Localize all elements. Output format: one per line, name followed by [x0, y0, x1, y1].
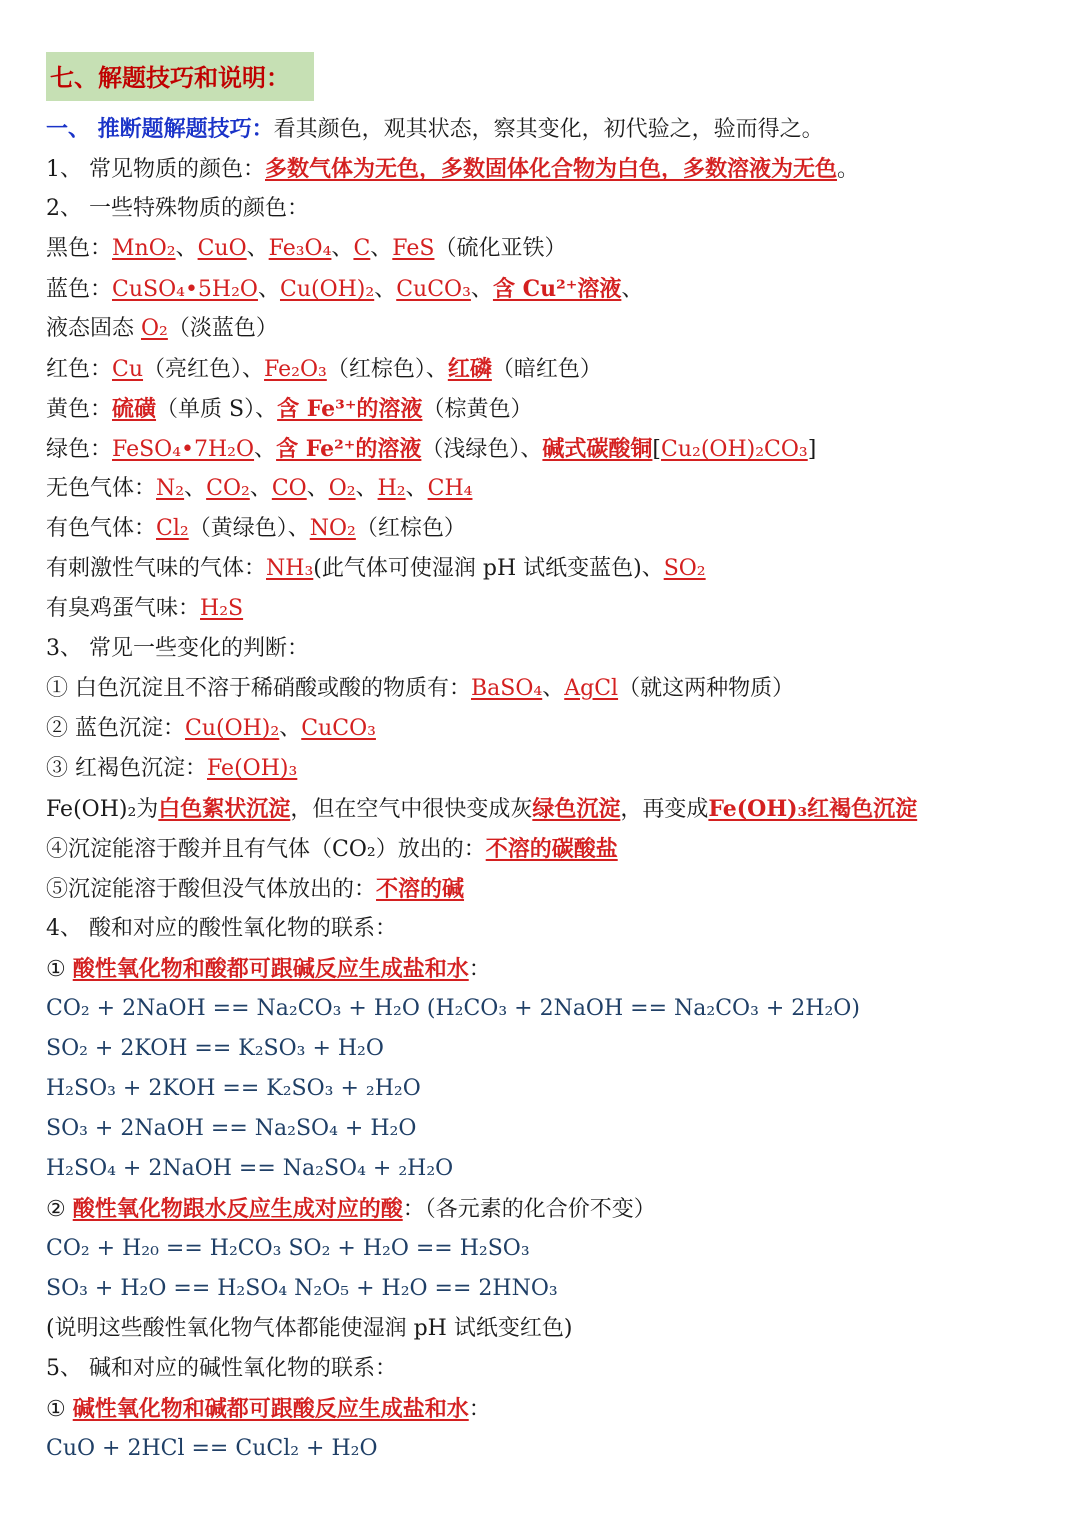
text-segment: ④沉淀能溶于酸并且有气体（CO₂）放出的： — [46, 837, 486, 862]
text-line — [46, 589, 1046, 629]
text-segment: 蓝色： — [46, 277, 113, 302]
highlighted-text: O₂ — [141, 316, 168, 341]
text-segment: 、 — [254, 437, 277, 462]
text-line — [46, 829, 1046, 869]
text-segment: （棕黄色） — [422, 397, 533, 422]
equation-text: H₂SO₃ + 2KOH == K₂SO₃ + ₂H₂O — [46, 1076, 421, 1101]
highlighted-text: Cu₂(OH)₂CO₃ — [661, 437, 808, 462]
text-line — [46, 509, 1046, 549]
text-line — [46, 389, 1046, 429]
text-segment: （红棕色） — [355, 516, 466, 541]
text-line — [46, 869, 1046, 909]
highlighted-text: 多数气体为无色，多数固体化合物为白色，多数溶液为无色 — [265, 156, 838, 182]
text-line — [46, 309, 1046, 349]
text-segment: ① — [46, 1397, 73, 1422]
highlighted-text: 不溶的碱 — [376, 876, 465, 902]
highlighted-text: Cl₂ — [156, 516, 189, 541]
text-line — [46, 269, 1046, 309]
text-segment: 。 — [837, 157, 860, 182]
text-line — [46, 149, 1046, 189]
content-lines — [46, 109, 1046, 1469]
text-line — [46, 989, 1046, 1029]
text-segment: 绿色： — [46, 437, 113, 462]
text-segment: （亮红色）、 — [143, 357, 265, 382]
text-segment: （红棕色）、 — [326, 357, 448, 382]
highlighted-text: SO₂ — [663, 556, 706, 581]
highlighted-text: 碱性氧化物和碱都可跟酸反应生成盐和水 — [72, 1396, 469, 1422]
text-line — [46, 1229, 1046, 1269]
text-segment: 有色气体： — [46, 516, 157, 541]
highlighted-text: 一、 推断题解题技巧： — [46, 116, 274, 142]
highlighted-text: AgCl — [564, 676, 619, 701]
highlighted-text: O₂ — [328, 476, 356, 501]
text-segment: 、 — [331, 236, 354, 261]
highlighted-text: Fe(OH)₃ — [207, 756, 298, 781]
highlighted-text: C — [353, 236, 371, 261]
text-segment: 黑色： — [46, 236, 113, 261]
highlighted-text: FeSO₄•7H₂O — [112, 437, 255, 462]
text-segment: （就这两种物质） — [618, 676, 795, 701]
highlighted-text: Cu(OH)₂ — [279, 277, 375, 302]
text-segment: 有臭鸡蛋气味： — [46, 596, 201, 621]
text-segment: ： — [468, 957, 491, 982]
text-segment: 、 — [249, 476, 272, 501]
highlighted-text: NH₃ — [266, 556, 314, 581]
text-line — [46, 429, 1046, 469]
equation-text: H₂SO₄ + 2NaOH == Na₂SO₄ + ₂H₂O — [46, 1156, 454, 1181]
text-segment: 黄色： — [46, 397, 113, 422]
highlighted-text: 含 Fe³⁺的溶液 — [277, 396, 423, 422]
text-segment: 、 — [370, 236, 393, 261]
text-segment: ： — [468, 1397, 491, 1422]
text-line — [46, 229, 1046, 269]
text-line — [46, 1189, 1046, 1229]
highlighted-text: Fe₂O₃ — [264, 357, 327, 382]
highlighted-text: Fe(OH)₃红褐色沉淀 — [708, 796, 918, 822]
highlighted-text: 含 Fe²⁺的溶液 — [276, 436, 422, 462]
highlighted-text: CuCO₃ — [301, 716, 376, 741]
highlighted-text: CO₂ — [206, 476, 250, 501]
highlighted-text: CuO — [197, 236, 247, 261]
text-segment: 、 — [374, 277, 397, 302]
highlighted-text: Cu — [112, 357, 144, 382]
highlighted-text: BaSO₄ — [471, 676, 543, 701]
text-segment: （浅绿色）、 — [421, 437, 543, 462]
text-segment: 、 — [175, 236, 198, 261]
text-segment: Fe(OH)₂为 — [46, 797, 159, 822]
text-segment: ] — [807, 437, 817, 462]
text-line — [46, 709, 1046, 749]
highlighted-text: H₂ — [377, 476, 406, 501]
text-segment: ：（各元素的化合价不变） — [402, 1197, 656, 1222]
text-line — [46, 1389, 1046, 1429]
highlighted-text: CuSO₄•5H₂O — [112, 277, 258, 302]
highlighted-text: NO₂ — [309, 516, 356, 541]
text-segment: 、 — [355, 476, 378, 501]
text-line — [46, 1109, 1046, 1149]
document-page — [46, 52, 1046, 1469]
text-segment: 、 — [246, 236, 269, 261]
text-segment: 3、 常见一些变化的判断： — [46, 636, 309, 661]
text-line — [46, 1429, 1046, 1469]
text-segment: 、 — [184, 476, 207, 501]
highlighted-text: FeS — [392, 236, 435, 261]
text-segment: ① — [46, 957, 73, 982]
equation-text: SO₃ + H₂O == H₂SO₄ N₂O₅ + H₂O == 2HNO₃ — [46, 1276, 558, 1301]
highlighted-text: MnO₂ — [112, 236, 176, 261]
text-segment: 看其颜色，观其状态，察其变化，初代验之，验而得之。 — [273, 117, 824, 142]
highlighted-text: 酸性氧化物跟水反应生成对应的酸 — [72, 1196, 403, 1222]
text-segment: 有刺激性气味的气体： — [46, 556, 267, 581]
text-segment: [ — [652, 437, 662, 462]
text-segment: （硫化亚铁） — [434, 236, 567, 261]
highlighted-text: 不溶的碳酸盐 — [485, 836, 618, 862]
text-segment: 、 — [542, 676, 565, 701]
text-segment: （黄绿色）、 — [188, 516, 310, 541]
text-segment: 4、 酸和对应的酸性氧化物的联系： — [46, 916, 397, 941]
text-segment: （单质 S）、 — [156, 397, 278, 422]
text-line — [46, 1149, 1046, 1189]
equation-text: CO₂ + 2NaOH == Na₂CO₃ + H₂O (H₂CO₃ + 2NaOH == Na₂CO₃ + 2H₂O) — [46, 996, 860, 1021]
highlighted-text: 绿色沉淀 — [532, 796, 621, 822]
text-segment: ③ 红褐色沉淀： — [46, 756, 207, 781]
text-segment: 液态固态 — [46, 316, 141, 341]
highlighted-text: 碱式碳酸铜 — [542, 436, 653, 462]
text-line — [46, 1309, 1046, 1349]
text-segment: 、 — [257, 277, 280, 302]
highlighted-text: 红磷 — [447, 356, 492, 382]
text-segment: ，再变成 — [620, 797, 709, 822]
text-segment: 1、 常见物质的颜色： — [46, 157, 265, 182]
text-line — [46, 349, 1046, 389]
text-segment: (说明这些酸性氧化物气体都能使湿润 pH 试纸变红色) — [46, 1316, 573, 1341]
section-heading: 七、解题技巧和说明： — [46, 52, 314, 101]
text-line — [46, 549, 1046, 589]
highlighted-text: CH₄ — [427, 476, 473, 501]
highlighted-text: N₂ — [156, 476, 185, 501]
text-segment: 5、 碱和对应的碱性氧化物的联系： — [46, 1356, 397, 1381]
text-segment: 2、 一些特殊物质的颜色： — [46, 196, 309, 221]
text-segment: （暗红色） — [491, 357, 602, 382]
text-segment: ② — [46, 1197, 73, 1222]
text-line — [46, 1029, 1046, 1069]
highlighted-text: 含 Cu²⁺溶液 — [492, 276, 622, 302]
equation-text: CuO + 2HCl == CuCl₂ + H₂O — [46, 1436, 378, 1461]
highlighted-text: Cu(OH)₂ — [185, 716, 280, 741]
highlighted-text: 硫磺 — [112, 396, 157, 422]
highlighted-text: 白色絮状沉淀 — [158, 796, 291, 822]
equation-text: SO₂ + 2KOH == K₂SO₃ + H₂O — [46, 1036, 384, 1061]
text-line — [46, 629, 1046, 669]
highlighted-text: CO — [271, 476, 307, 501]
text-line — [46, 909, 1046, 949]
text-segment: 红色： — [46, 357, 113, 382]
highlighted-text: H₂S — [200, 596, 244, 621]
text-line — [46, 949, 1046, 989]
highlighted-text: Fe₃O₄ — [268, 236, 332, 261]
text-segment: (此气体可使湿润 pH 试纸变蓝色)、 — [313, 556, 664, 581]
text-line — [46, 1349, 1046, 1389]
text-segment: （淡蓝色） — [167, 316, 278, 341]
text-line — [46, 109, 1046, 149]
text-line — [46, 789, 1046, 829]
text-line — [46, 189, 1046, 229]
text-segment: 、 — [279, 716, 302, 741]
equation-text: SO₃ + 2NaOH == Na₂SO₄ + H₂O — [46, 1116, 417, 1141]
equation-text: CO₂ + H₂₀ == H₂CO₃ SO₂ + H₂O == H₂SO₃ — [46, 1236, 530, 1261]
text-segment: 、 — [470, 277, 493, 302]
text-line — [46, 1069, 1046, 1109]
text-segment: 无色气体： — [46, 476, 157, 501]
highlighted-text: CuCO₃ — [396, 277, 471, 302]
text-segment: ，但在空气中很快变成灰 — [290, 797, 533, 822]
text-line — [46, 669, 1046, 709]
text-line — [46, 469, 1046, 509]
text-line — [46, 749, 1046, 789]
text-segment: ② 蓝色沉淀： — [46, 716, 185, 741]
highlighted-text: 酸性氧化物和酸都可跟碱反应生成盐和水 — [72, 956, 469, 982]
text-line — [46, 1269, 1046, 1309]
text-segment: 、 — [405, 476, 428, 501]
text-segment: ⑤沉淀能溶于酸但没气体放出的： — [46, 877, 377, 902]
text-segment: 、 — [306, 476, 329, 501]
text-segment: 、 — [621, 277, 644, 302]
text-segment: ① 白色沉淀且不溶于稀硝酸或酸的物质有： — [46, 676, 471, 701]
